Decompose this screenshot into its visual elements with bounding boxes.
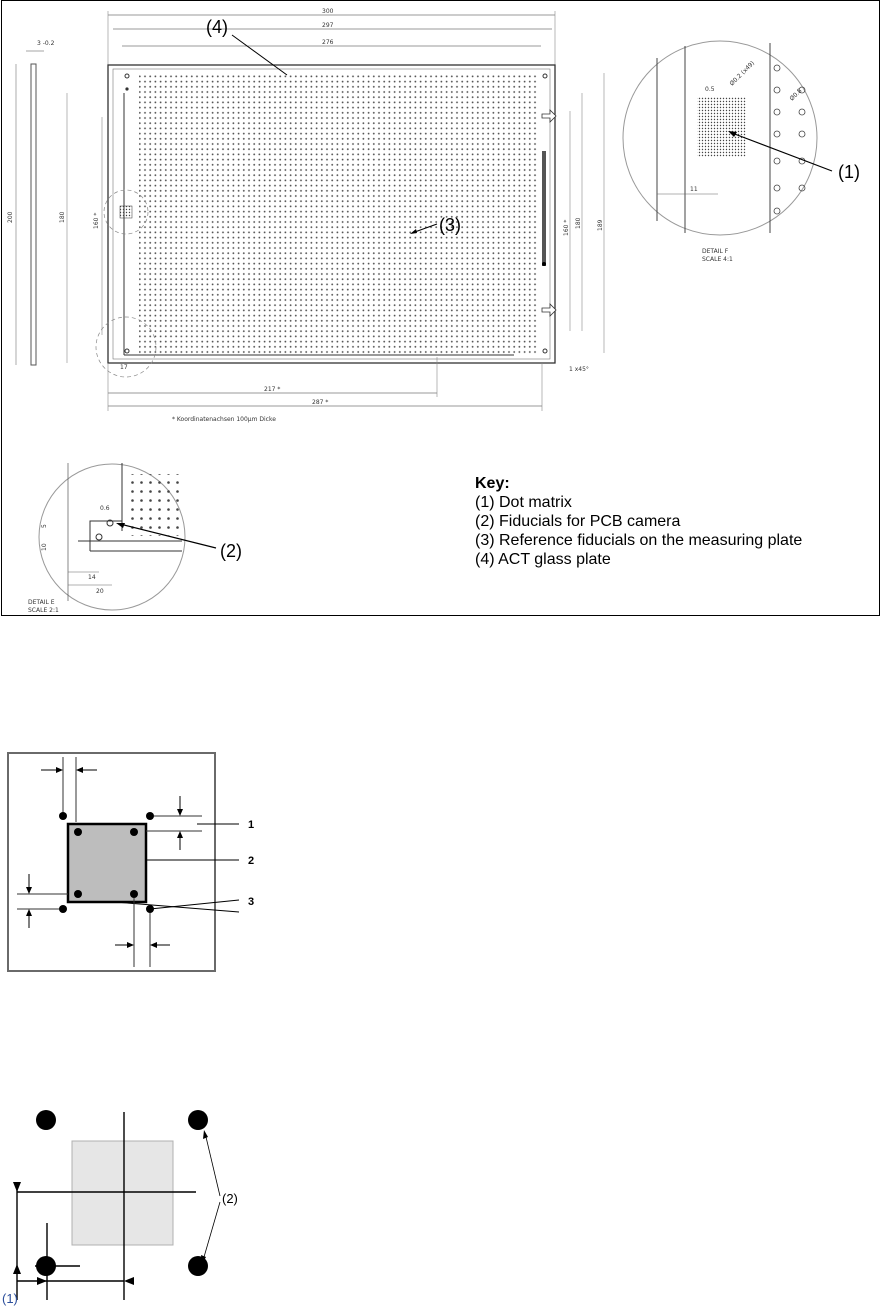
label-3: 3 bbox=[248, 896, 255, 908]
dim-left-total: 200 bbox=[7, 211, 14, 223]
svg-text:SCALE 2:1: SCALE 2:1 bbox=[28, 607, 59, 614]
dim-top-297: 297 bbox=[322, 22, 334, 29]
svg-text:0.6: 0.6 bbox=[100, 505, 110, 512]
key-item: (1) Dot matrix bbox=[475, 494, 572, 511]
svg-text:0.5: 0.5 bbox=[705, 86, 715, 93]
svg-text:20: 20 bbox=[96, 588, 104, 595]
svg-text:Ø0.2 (x49): Ø0.2 (x49) bbox=[728, 59, 757, 88]
dot-field bbox=[139, 74, 537, 354]
svg-text:17: 17 bbox=[120, 364, 128, 371]
label-2: (2) bbox=[222, 1191, 238, 1206]
fiducial-dot bbox=[36, 1110, 56, 1130]
fiducial-dot bbox=[36, 1256, 56, 1276]
svg-text:SCALE 4:1: SCALE 4:1 bbox=[702, 256, 733, 263]
dim-right-189: 189 bbox=[597, 219, 604, 231]
key-title: Key: bbox=[475, 475, 510, 492]
dim-bottom-287: 287 * bbox=[312, 399, 329, 406]
detail-f-matrix bbox=[697, 97, 746, 157]
crosshair-svg bbox=[0, 1100, 260, 1306]
component-pad bbox=[72, 1141, 173, 1245]
label-1: (1) bbox=[2, 1291, 18, 1306]
callout-4: (4) bbox=[206, 17, 228, 37]
fiducial-dot bbox=[188, 1256, 208, 1276]
dim-bottom-217: 217 * bbox=[264, 386, 281, 393]
dim-left-180: 180 bbox=[59, 211, 66, 223]
coordinate-note: * Koordinatenachsen 100µm Dicke bbox=[172, 416, 276, 423]
key-item: (4) ACT glass plate bbox=[475, 551, 611, 568]
svg-text:11: 11 bbox=[690, 186, 698, 193]
key-item: (2) Fiducials for PCB camera bbox=[475, 513, 681, 530]
figure-fiducial-square bbox=[7, 752, 267, 977]
label-2: 2 bbox=[248, 855, 255, 867]
dim-top-276: 276 bbox=[322, 39, 334, 46]
dim-left-thickness: 3 -0.2 bbox=[37, 40, 55, 47]
dim-right-180: 180 bbox=[575, 217, 582, 229]
figure-fiducial-crosshair bbox=[0, 1100, 260, 1306]
svg-text:Ø0.8: Ø0.8 bbox=[788, 87, 804, 103]
dim-chamfer: 1 x45° bbox=[569, 366, 589, 373]
label-1: 1 bbox=[248, 819, 255, 831]
dim-top-300: 300 bbox=[322, 8, 334, 15]
dim-right-160: 160 * bbox=[563, 219, 570, 236]
callout-2: (2) bbox=[220, 541, 242, 561]
figure-technical-drawing bbox=[1, 0, 880, 616]
key-item: (3) Reference fiducials on the measuring plate bbox=[475, 532, 803, 549]
callout-3: (3) bbox=[439, 215, 461, 235]
dim-left-160: 160 * bbox=[93, 212, 100, 229]
side-profile bbox=[31, 64, 36, 365]
svg-text:5: 5 bbox=[41, 524, 48, 528]
fiducial-dot bbox=[188, 1110, 208, 1130]
detail-e-dots bbox=[128, 474, 182, 536]
fiducial-square-svg bbox=[7, 752, 267, 977]
callout-1: (1) bbox=[838, 162, 860, 182]
svg-text:10: 10 bbox=[41, 543, 48, 551]
key-legend bbox=[475, 474, 802, 569]
svg-text:DETAIL E: DETAIL E bbox=[28, 599, 55, 606]
svg-text:DETAIL F: DETAIL F bbox=[702, 248, 729, 255]
svg-text:14: 14 bbox=[88, 574, 96, 581]
